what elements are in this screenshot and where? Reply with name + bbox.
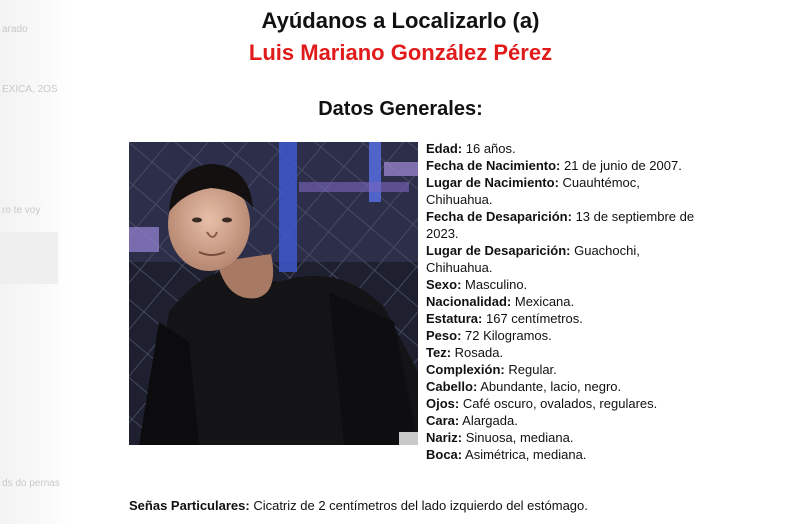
distinguishing-marks-value: Cicatriz de 2 centímetros del lado izquierdo del estómago. [253,498,588,513]
ghost-text: arado [2,24,28,35]
general-data-list [426,140,726,463]
field-value: Masculino. [465,277,528,292]
field-value: 167 centímetros. [485,311,583,326]
field-label: Tez: [426,345,452,360]
field-value: Café oscuro, ovalados, regulares. [462,396,658,411]
field-label: Nariz: [426,430,463,445]
field-tez [426,344,726,361]
field-value: Mexicana. [514,294,575,309]
ghost-box [0,232,58,284]
field-ojos [426,395,726,412]
field-label: Fecha de Desaparición: [426,209,572,224]
field-estatura [426,310,726,327]
field-label: Sexo: [426,277,462,292]
field-label: Cabello: [426,379,478,394]
field-label: Ojos: [426,396,460,411]
ghost-text: EXICA, 2OS [2,84,58,95]
field-value-continued: 2023. [426,226,459,241]
field-value: Guachochi, [574,243,640,258]
field-value: Regular. [508,362,557,377]
field-lugar-desaparicion [426,242,726,276]
person-photo [129,142,418,445]
section-title: Datos Generales: [318,98,483,120]
person-name: Luis Mariano González Pérez [248,40,553,65]
field-lugar-nacimiento [426,174,726,208]
field-complexion [426,361,726,378]
field-value: Cuauhtémoc, [562,175,640,190]
person-photo-illustration [129,142,418,445]
field-label: Peso: [426,328,462,343]
field-label: Edad: [426,141,463,156]
field-value-continued: Chihuahua. [426,260,493,275]
distinguishing-marks-label: Señas Particulares: [129,498,250,513]
field-label: Boca: [426,447,463,462]
distinguishing-marks [129,497,789,514]
field-label: Nacionalidad: [426,294,512,309]
field-value: 21 de junio de 2007. [564,158,682,173]
field-edad [426,140,726,157]
field-value: Sinuosa, mediana. [465,430,574,445]
field-nacionalidad [426,293,726,310]
field-label: Lugar de Desaparición: [426,243,571,258]
field-value-continued: Chihuahua. [426,192,493,207]
field-label: Estatura: [426,311,483,326]
field-value: Asimétrica, mediana. [465,447,587,462]
field-peso [426,327,726,344]
ghost-text: ro te voy [2,205,41,216]
field-label: Lugar de Nacimiento: [426,175,559,190]
field-sexo [426,276,726,293]
field-cabello [426,378,726,395]
field-fecha-desaparicion [426,208,726,242]
field-fecha-nacimiento [426,157,726,174]
ghost-text: ds do pernas [2,478,60,489]
field-label: Cara: [426,413,460,428]
field-value: Rosada. [454,345,504,360]
field-nariz [426,429,726,446]
field-boca [426,446,726,463]
field-cara [426,412,726,429]
field-value: 72 Kilogramos. [465,328,552,343]
field-value: 13 de septiembre de [575,209,695,224]
field-label: Fecha de Nacimiento: [426,158,561,173]
page-title: Ayúdanos a Localizarlo (a) [261,8,540,33]
field-value: 16 años. [465,141,516,156]
field-value: Alargada. [462,413,518,428]
field-label: Complexión: [426,362,505,377]
field-value: Abundante, lacio, negro. [480,379,622,394]
